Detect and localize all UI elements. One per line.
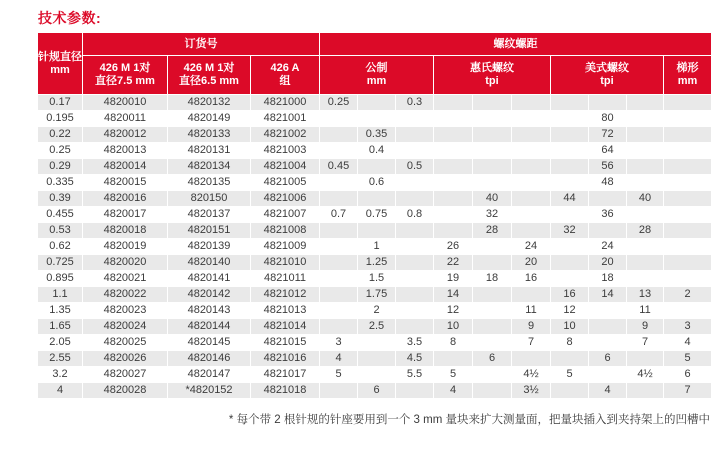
table-cell: 0.4 (358, 143, 395, 158)
table-cell: 11 (512, 303, 550, 318)
table-cell (664, 159, 711, 174)
table-cell: 3½ (512, 383, 550, 398)
table-cell (664, 271, 711, 286)
table-cell: 0.195 (38, 111, 82, 126)
table-cell: 4821013 (251, 303, 319, 318)
table-cell: 4820135 (168, 175, 250, 190)
header-diameter (38, 33, 82, 94)
table-cell (551, 159, 588, 174)
table-cell: 4821010 (251, 255, 319, 270)
table-cell: 16 (551, 287, 588, 302)
table-cell: 3.2 (38, 367, 82, 382)
table-cell (664, 191, 711, 206)
table-cell: 10 (551, 319, 588, 334)
table-cell: 0.725 (38, 255, 82, 270)
table-cell (434, 351, 472, 366)
table-cell (434, 175, 472, 190)
table-cell: 5 (434, 367, 472, 382)
table-cell: 22 (434, 255, 472, 270)
table-cell: 4821009 (251, 239, 319, 254)
table-cell: 4½ (512, 367, 550, 382)
table-cell (434, 127, 472, 142)
table-cell (473, 127, 511, 142)
table-cell: 4820025 (83, 335, 167, 350)
table-cell (434, 159, 472, 174)
table-cell: 4820018 (83, 223, 167, 238)
table-cell: 8 (551, 335, 588, 350)
table-cell: 6 (664, 367, 711, 382)
table-cell: 5 (320, 367, 357, 382)
table-cell (551, 175, 588, 190)
table-cell: 24 (589, 239, 626, 254)
table-cell (434, 207, 472, 222)
table-cell (358, 335, 395, 350)
table-cell: 1.75 (358, 287, 395, 302)
header-diameter-line2: mm (50, 63, 70, 76)
table-cell: 14 (434, 287, 472, 302)
table-cell: 3.5 (396, 335, 433, 350)
table-cell: 9 (512, 319, 550, 334)
footnote: * 每个带 2 根针规的针座要用到一个 3 mm 量块来扩大测量面，把量块插入到夹持架上的凹槽中 (228, 414, 710, 426)
table-cell: 4820011 (83, 111, 167, 126)
table-cell: 2.55 (38, 351, 82, 366)
table-cell (512, 207, 550, 222)
table-cell (396, 255, 433, 270)
table-cell: 4820147 (168, 367, 250, 382)
table-cell: 4820019 (83, 239, 167, 254)
table-cell (512, 175, 550, 190)
table-cell (396, 287, 433, 302)
table-cell: 26 (434, 239, 472, 254)
table-cell: 7 (627, 335, 663, 350)
table-cell (664, 143, 711, 158)
table-cell: 0.22 (38, 127, 82, 142)
table-cell: 19 (434, 271, 472, 286)
table-cell: 32 (473, 207, 511, 222)
table-cell: 0.455 (38, 207, 82, 222)
table-cell: 4820027 (83, 367, 167, 382)
table-cell: 48 (589, 175, 626, 190)
table-cell (512, 191, 550, 206)
table-cell (396, 191, 433, 206)
table-cell (320, 111, 357, 126)
table-cell (551, 351, 588, 366)
table-cell (396, 303, 433, 318)
table-cell (358, 111, 395, 126)
table-cell (512, 111, 550, 126)
table-cell: 4821017 (251, 367, 319, 382)
table-cell: 1.35 (38, 303, 82, 318)
header-metric: 公制 mm (320, 56, 433, 94)
table-cell (320, 319, 357, 334)
table-cell: 9 (627, 319, 663, 334)
page-title: 技术参数: (38, 10, 102, 26)
table-cell (320, 143, 357, 158)
table-cell: 5 (551, 367, 588, 382)
table-cell (434, 95, 472, 110)
table-cell: 4½ (627, 367, 663, 382)
table-cell: 0.7 (320, 207, 357, 222)
table-cell: 32 (551, 223, 588, 238)
table-cell (664, 223, 711, 238)
header-diameter-line1: 针规直径 (38, 50, 82, 63)
table-cell: 72 (589, 127, 626, 142)
header-order-426m-65: 426 M 1对 直径6.5 mm (168, 56, 250, 94)
table-cell (473, 111, 511, 126)
table-cell: 4820028 (83, 383, 167, 398)
table-cell (551, 111, 588, 126)
table-cell: 1.1 (38, 287, 82, 302)
table-cell (551, 271, 588, 286)
table-cell (396, 111, 433, 126)
table-cell (664, 239, 711, 254)
table-cell: 12 (434, 303, 472, 318)
table-cell: 7 (512, 335, 550, 350)
header-trapezoid: 梯形 mm (664, 56, 711, 94)
table-cell: 80 (589, 111, 626, 126)
table-cell: 4820014 (83, 159, 167, 174)
table-cell: *4820152 (168, 383, 250, 398)
table-cell (627, 207, 663, 222)
table-cell: 0.75 (358, 207, 395, 222)
table-cell: 4.5 (396, 351, 433, 366)
table-cell: 1.65 (38, 319, 82, 334)
table-cell (589, 223, 626, 238)
table-cell (551, 95, 588, 110)
table-cell (664, 95, 711, 110)
table-cell (320, 383, 357, 398)
table-cell (320, 239, 357, 254)
table-cell (320, 127, 357, 142)
table-cell: 40 (627, 191, 663, 206)
table-cell: 6 (589, 351, 626, 366)
table-cell: 4820023 (83, 303, 167, 318)
table-cell: 28 (473, 223, 511, 238)
table-cell (396, 143, 433, 158)
table-cell: 0.335 (38, 175, 82, 190)
table-cell (551, 255, 588, 270)
table-cell: 0.25 (38, 143, 82, 158)
table-cell (473, 255, 511, 270)
table-cell (664, 255, 711, 270)
table-cell: 2 (358, 303, 395, 318)
table-cell: 12 (551, 303, 588, 318)
table-cell: 4820139 (168, 239, 250, 254)
table-cell (358, 159, 395, 174)
table-cell (473, 287, 511, 302)
table-cell (512, 287, 550, 302)
table-cell: 4820133 (168, 127, 250, 142)
table-cell: 4 (664, 335, 711, 350)
table-cell (358, 223, 395, 238)
table-cell (473, 303, 511, 318)
table-cell (551, 207, 588, 222)
table-cell: 4820020 (83, 255, 167, 270)
table-cell (627, 351, 663, 366)
table-cell: 0.53 (38, 223, 82, 238)
table-cell (473, 335, 511, 350)
table-cell: 0.25 (320, 95, 357, 110)
table-cell (512, 95, 550, 110)
header-order-426a-set: 426 A 组 (251, 56, 319, 94)
header-order-group: 订货号 (83, 33, 319, 55)
table-cell (396, 319, 433, 334)
table-cell: 16 (512, 271, 550, 286)
table-cell (434, 223, 472, 238)
table-cell: 4821015 (251, 335, 319, 350)
table-cell (551, 383, 588, 398)
table-cell: 4821016 (251, 351, 319, 366)
table-cell (320, 191, 357, 206)
table-cell: 4820012 (83, 127, 167, 142)
table-cell (434, 143, 472, 158)
table-cell: 2.05 (38, 335, 82, 350)
table-cell (664, 207, 711, 222)
table-cell: 4 (589, 383, 626, 398)
table-cell: 28 (627, 223, 663, 238)
table-cell: 0.17 (38, 95, 82, 110)
table-cell (358, 95, 395, 110)
table-cell (320, 271, 357, 286)
table-cell: 0.8 (396, 207, 433, 222)
table-cell: 0.45 (320, 159, 357, 174)
table-cell (396, 175, 433, 190)
table-cell (358, 351, 395, 366)
table-cell: 4820146 (168, 351, 250, 366)
table-cell: 4 (434, 383, 472, 398)
table-cell (589, 95, 626, 110)
table-cell (396, 223, 433, 238)
table-cell: 20 (589, 255, 626, 270)
table-cell: 4821012 (251, 287, 319, 302)
table-cell: 4820132 (168, 95, 250, 110)
table-cell: 4821008 (251, 223, 319, 238)
table-cell (551, 127, 588, 142)
table-cell: 13 (627, 287, 663, 302)
table-cell: 18 (589, 271, 626, 286)
table-cell: 4820140 (168, 255, 250, 270)
header-american: 美式螺纹 tpi (551, 56, 663, 94)
table-cell (627, 127, 663, 142)
table-cell (473, 159, 511, 174)
header-thread-pitch-group: 螺纹螺距 (320, 33, 711, 55)
table-cell: 64 (589, 143, 626, 158)
table-cell (551, 143, 588, 158)
table-cell: 4821001 (251, 111, 319, 126)
table-cell: 5 (664, 351, 711, 366)
table-cell (396, 383, 433, 398)
table-cell (473, 383, 511, 398)
table-cell (627, 143, 663, 158)
table-cell (589, 335, 626, 350)
table-cell: 0.39 (38, 191, 82, 206)
table-cell: 0.895 (38, 271, 82, 286)
header-order-426m-75: 426 M 1对 直径7.5 mm (83, 56, 167, 94)
table-cell: 4820010 (83, 95, 167, 110)
table-cell (627, 239, 663, 254)
table-cell: 4820017 (83, 207, 167, 222)
table-cell: 0.6 (358, 175, 395, 190)
table-cell: 4 (38, 383, 82, 398)
table-cell: 6 (473, 351, 511, 366)
table-cell: 0.35 (358, 127, 395, 142)
table-cell (434, 191, 472, 206)
table-cell (589, 319, 626, 334)
table-cell (664, 175, 711, 190)
table-cell: 4821006 (251, 191, 319, 206)
table-cell: 0.5 (396, 159, 433, 174)
table-cell: 7 (664, 383, 711, 398)
table-cell (589, 367, 626, 382)
table-cell: 820150 (168, 191, 250, 206)
table-cell (473, 239, 511, 254)
table-cell: 4821004 (251, 159, 319, 174)
table-cell: 44 (551, 191, 588, 206)
table-cell: 4820022 (83, 287, 167, 302)
table-cell (664, 111, 711, 126)
table-cell: 2.5 (358, 319, 395, 334)
header-whitworth: 惠氏螺纹 tpi (434, 56, 550, 94)
table-cell (512, 127, 550, 142)
table-cell: 4821002 (251, 127, 319, 142)
table-cell: 4820015 (83, 175, 167, 190)
table-cell (473, 95, 511, 110)
table-cell: 0.3 (396, 95, 433, 110)
table-cell: 20 (512, 255, 550, 270)
table-cell (551, 239, 588, 254)
table-cell: 4820021 (83, 271, 167, 286)
table-cell: 4820141 (168, 271, 250, 286)
table-cell: 56 (589, 159, 626, 174)
table-cell (320, 175, 357, 190)
table-cell: 4820149 (168, 111, 250, 126)
table-cell: 24 (512, 239, 550, 254)
table-cell: 4821014 (251, 319, 319, 334)
table-cell (512, 143, 550, 158)
table-cell: 6 (358, 383, 395, 398)
table-cell: 8 (434, 335, 472, 350)
table-cell (473, 175, 511, 190)
table-cell: 3 (320, 335, 357, 350)
table-cell: 36 (589, 207, 626, 222)
table-cell: 4820134 (168, 159, 250, 174)
table-cell: 0.29 (38, 159, 82, 174)
table-cell (589, 303, 626, 318)
table-cell (627, 159, 663, 174)
table-cell: 4820142 (168, 287, 250, 302)
table-cell (664, 303, 711, 318)
table-cell: 5.5 (396, 367, 433, 382)
table-cell (434, 111, 472, 126)
table-cell (396, 239, 433, 254)
table-cell: 4821000 (251, 95, 319, 110)
table-cell (358, 191, 395, 206)
table-cell: 4820145 (168, 335, 250, 350)
table-cell: 2 (664, 287, 711, 302)
table-cell: 4820131 (168, 143, 250, 158)
table-cell (627, 271, 663, 286)
table-cell: 10 (434, 319, 472, 334)
table-cell: 0.62 (38, 239, 82, 254)
table-cell (320, 223, 357, 238)
table-cell: 4820016 (83, 191, 167, 206)
table-cell: 18 (473, 271, 511, 286)
table-cell: 4820024 (83, 319, 167, 334)
table-cell (396, 271, 433, 286)
table-cell: 4820026 (83, 351, 167, 366)
table-cell (664, 127, 711, 142)
table-cell: 4821011 (251, 271, 319, 286)
table-cell (512, 351, 550, 366)
table-cell (320, 303, 357, 318)
table-cell (627, 255, 663, 270)
table-cell: 4820013 (83, 143, 167, 158)
table-cell: 14 (589, 287, 626, 302)
table-cell (589, 191, 626, 206)
table-cell: 3 (664, 319, 711, 334)
table-cell (358, 367, 395, 382)
table-cell (627, 111, 663, 126)
table-cell (512, 159, 550, 174)
table-cell (320, 287, 357, 302)
table-cell: 4821007 (251, 207, 319, 222)
table-cell (627, 175, 663, 190)
table-cell (512, 223, 550, 238)
table-cell: 4820144 (168, 319, 250, 334)
table-cell: 11 (627, 303, 663, 318)
table-cell: 4820143 (168, 303, 250, 318)
table-cell: 1 (358, 239, 395, 254)
table-cell: 4820151 (168, 223, 250, 238)
table-cell: 40 (473, 191, 511, 206)
table-cell (473, 319, 511, 334)
table-cell: 1.5 (358, 271, 395, 286)
table-cell: 4821005 (251, 175, 319, 190)
table-cell: 4820137 (168, 207, 250, 222)
table-cell: 4821003 (251, 143, 319, 158)
table-cell: 1.25 (358, 255, 395, 270)
table-cell (627, 383, 663, 398)
table-cell (473, 143, 511, 158)
table-cell (320, 255, 357, 270)
table-cell (396, 127, 433, 142)
table-cell (627, 95, 663, 110)
table-cell: 4821018 (251, 383, 319, 398)
table-cell: 4 (320, 351, 357, 366)
technical-params-table (38, 33, 711, 398)
table-cell (473, 367, 511, 382)
